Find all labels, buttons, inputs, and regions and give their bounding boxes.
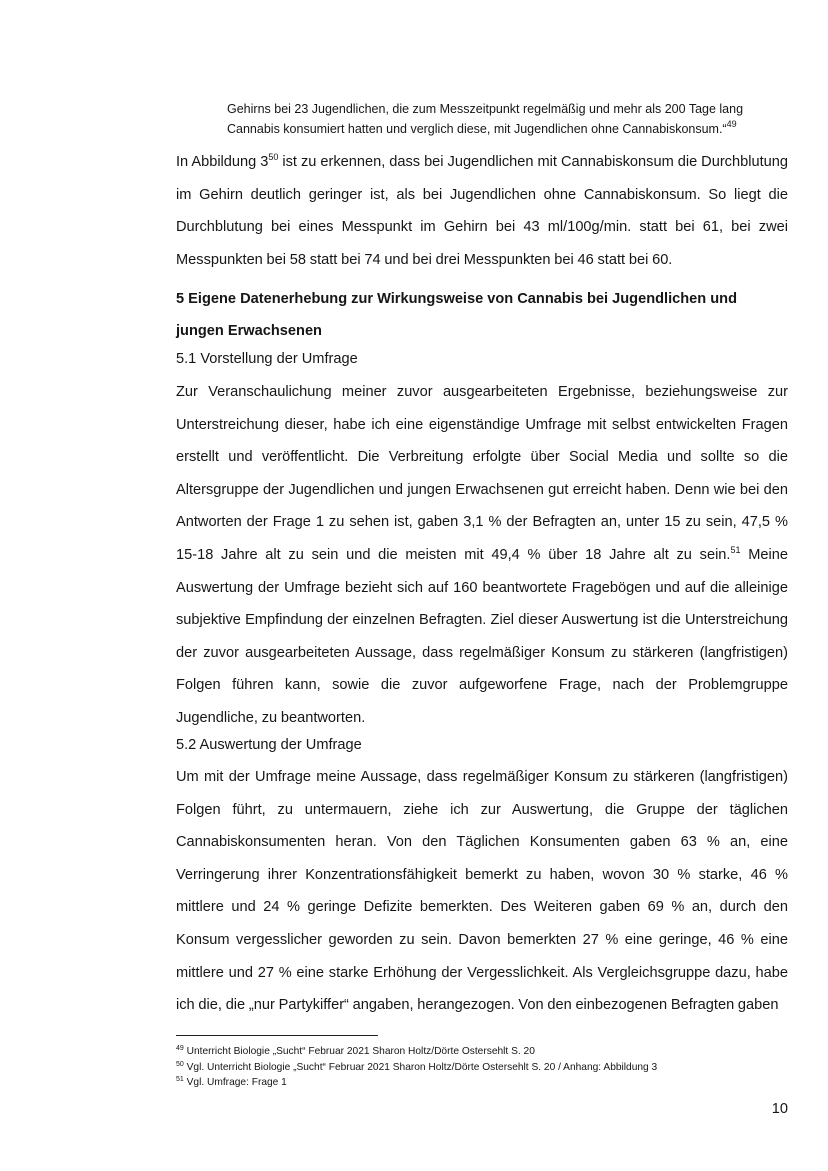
footnotes <box>176 1044 788 1091</box>
footnote-51 <box>176 1075 788 1091</box>
section-heading-5: 5 Eigene Datenerhebung zur Wirkungsweise von Cannabis bei Jugendlichen und jungen Erwachsenen <box>176 291 738 339</box>
footnote-ref-51[interactable]: 51 <box>730 544 741 555</box>
block-quote <box>227 99 787 139</box>
paragraph-survey-evaluation: Um mit der Umfrage meine Aussage, dass regelmäßiger Konsum zu stärkeren (langfristigen) Folgen führt, zu untermauern, ziehe ich zur Auswertung, die Gruppe der täglichen Cannabiskonsumenten heran. Von den Täglichen Konsumenten gaben 63 % an, eine Verringerung ihrer Konzentrationsfähigkeit bemerkt zu haben, wovon 30 % starke, 46 % mittlere und 24 % geringe Defizite bemerkten. Des Weiteren gaben 69 % an, durch den Konsum vergesslicher geworden zu sein. Davon bemerkten 27 % eine geringe, 46 % eine mittlere und 27 % eine starke Erhöhung der Vergesslichkeit. Als Vergleichsgruppe dazu, habe ich die, die „nur Partykiffer“ angaben, herangezogen. Von den einbezogenen Befragten gaben <box>176 769 788 1014</box>
footnote-separator <box>176 1035 378 1036</box>
footnote-ref-49[interactable]: 49 <box>726 119 737 129</box>
footnote-50 <box>176 1060 788 1076</box>
footnote-number: 50 <box>176 1060 184 1068</box>
footnote-text: Vgl. Unterricht Biologie „Sucht“ Februar 2021 Sharon Holtz/Dörte Ostersehlt S. 20 / Anhang: Abbildung 3 <box>183 1061 658 1073</box>
quote-text: Gehirns bei 23 Jugendlichen, die zum Messzeitpunkt regelmäßig und mehr als 200 Tage lang Cannabis konsumiert hatten und verglich diese, mit Jugendlichen ohne Cannabiskonsum.“ <box>227 102 744 136</box>
paragraph-survey-intro <box>176 376 788 735</box>
footnote-text: Unterricht Biologie „Sucht“ Februar 2021 Sharon Holtz/Dörte Ostersehlt S. 20 <box>183 1046 535 1057</box>
footnote-text: Vgl. Umfrage: Frage 1 <box>183 1077 287 1088</box>
paragraph-text: ist zu erkennen, dass bei Jugendlichen mit Cannabiskonsum die Durchblutung im Gehirn deutlich geringer ist, als bei Jugendlichen ohne Cannabiskonsum. So liegt die Durchblutung bei eines Messpunkt im Gehirn bei 43 ml/100g/min. statt bei 61, bei zwei Messpunkten bei 58 statt bei 74 und bei drei Messpunkten bei 46 statt bei 60. <box>176 154 788 268</box>
subsection-heading-5-1: 5.1 Vorstellung der Umfrage <box>176 351 358 367</box>
page-number: 10 <box>771 1101 788 1117</box>
footnote-number: 51 <box>176 1076 184 1083</box>
subsection-heading-5-2: 5.2 Auswertung der Umfrage <box>176 737 362 753</box>
paragraph-text: In Abbildung 3 <box>176 154 269 170</box>
footnote-ref-50[interactable]: 50 <box>268 152 279 162</box>
paragraph-figure-3 <box>176 146 788 276</box>
footnote-49 <box>176 1044 788 1060</box>
footnote-number: 49 <box>176 1045 184 1052</box>
paragraph-text: Zur Veranschaulichung meiner zuvor ausgearbeiteten Ergebnisse, beziehungsweise zur Unterstreichung dieser, habe ich eine eigenständige Umfrage mit selbst entwickelten Fragen erstellt und veröffentlicht. Die Verbreitung erfolgte über Social Media und sollte so die Altersgruppe der Jugendlichen und jungen Erwachsenen gut erreicht haben. Denn wie bei den Antworten der Frage 1 zu sehen ist, gaben 3,1 % der Befragten an, unter 15 zu sein, 47,5 % 15-18 Jahre alt zu sein und die meisten mit 49,4 % über 18 Jahre alt zu sein. <box>176 384 788 563</box>
paragraph-text: Meine Auswertung der Umfrage bezieht sich auf 160 beantwortete Fragebögen und auf die alleinige subjektive Empfindung der einzelnen Befragten. Ziel dieser Auswertung ist die Unterstreichung der zuvor ausgearbeiteten Aussage, dass regelmäßiger Konsum zu stärkeren (langfristigen) Folgen führen kann, sowie die zuvor aufgeworfene Frage, nach der Problemgruppe Jugendliche, zu beantworten. <box>176 546 788 726</box>
